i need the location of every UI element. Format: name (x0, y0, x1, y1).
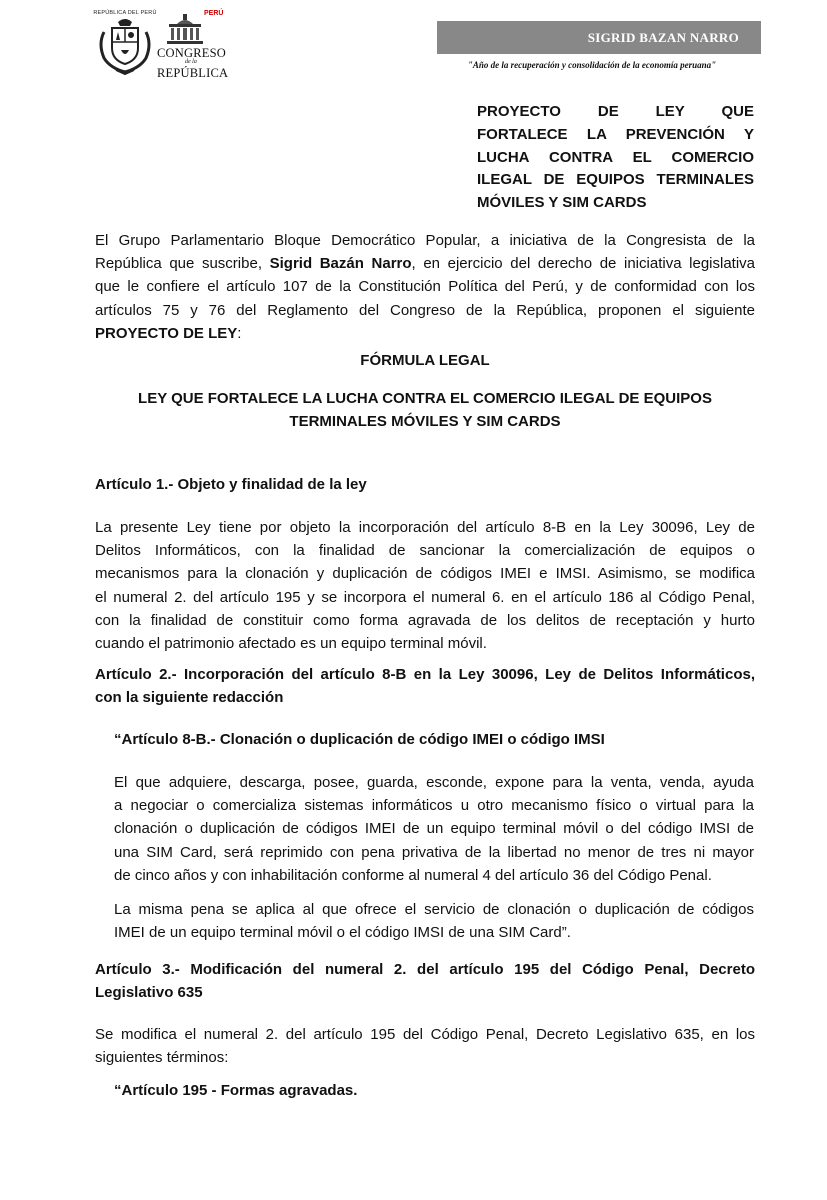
article-8b-paragraph-1 (114, 771, 754, 887)
bill-title-line: ILEGAL DE EQUIPOS TERMINALES (477, 171, 754, 189)
paragraph-line: clonación o duplicación de códigos IMEI de un equipo terminal móvil o del código IMSI de (114, 820, 754, 838)
heading-line: Legislativo 635 (95, 983, 203, 1001)
bill-title-line: LUCHA CONTRA EL COMERCIO (477, 148, 754, 166)
article-3-paragraph (95, 1023, 755, 1069)
heading-line: Artículo 3.- Modificación del numeral 2. del artículo 195 del Código Penal, Decreto (95, 961, 755, 978)
bill-title (477, 101, 754, 215)
paragraph-line: Se modifica el numeral 2. del artículo 195 del Código Penal, Decreto Legislativo 635, en los (95, 1026, 755, 1043)
article-3-heading (95, 959, 755, 1004)
author-name: SIGRID BAZAN NARRO (587, 30, 739, 45)
paragraph-line: La presente Ley tiene por objeto la incorporación del artículo 8-B en la Ley 30096, Ley de (95, 519, 755, 536)
paragraph-line: Delitos Informáticos, con la finalidad de sancionar la comercialización de equipos o (95, 542, 755, 560)
author-bold-name: Sigrid Bazán Narro (269, 255, 412, 273)
logo-peru-label: PERÚ (204, 10, 224, 17)
formula-legal-heading: FÓRMULA LEGAL (360, 352, 490, 369)
peru-coat-of-arms-icon (96, 14, 154, 76)
intro-line: que le confiere el artículo 107 de la Constitución Política del Perú, y de conformidad con los (95, 278, 755, 296)
heading-line: con la siguiente redacción (95, 688, 284, 706)
intro-line: República que suscribe, Sigrid Bazán Narro, en ejercicio del derecho de iniciativa legislativa (95, 255, 756, 273)
bill-title-line: MÓVILES Y SIM CARDS (477, 194, 647, 212)
congreso-logo (157, 8, 232, 78)
paragraph-line: a negociar o comercializa sistemas informáticos u otro mecanismo físico o virtual para la (114, 797, 754, 815)
article-8b-paragraph-2 (114, 898, 754, 944)
intro-paragraph (95, 229, 755, 345)
congress-building-icon (165, 14, 205, 46)
logo-congreso-text: CONGRESO (157, 46, 226, 60)
paragraph-line: una SIM Card, será reprimido con pena privativa de la libertad no menor de tres ni mayor (114, 843, 754, 861)
article-2-heading (95, 664, 755, 709)
paragraph-line: El que adquiere, descarga, posee, guarda, esconde, expone para la venta, venda, ayuda (114, 774, 754, 791)
emblem-caption: REPÚBLICA DEL PERÚ (93, 10, 157, 16)
year-motto: "Año de la recuperación y consolidación de la economía peruana" (467, 60, 717, 70)
paragraph-line: siguientes términos: (95, 1049, 229, 1067)
article-195-heading: “Artículo 195 - Formas agravadas. (114, 1082, 358, 1099)
logo-connector-text: de la (185, 59, 197, 65)
law-title-line: LEY QUE FORTALECE LA LUCHA CONTRA EL COMERCIO ILEGAL DE EQUIPOS (138, 390, 712, 407)
article-1-heading: Artículo 1.- Objeto y finalidad de la ley (95, 476, 367, 493)
paragraph-line: el numeral 2. del artículo 195 y se incorpora el numeral 6. en el artículo 186 al Código Penal, (95, 588, 755, 606)
article-8b-heading: “Artículo 8-B.- Clonación o duplicación de código IMEI o código IMSI (114, 731, 605, 748)
article-1-paragraph (95, 516, 755, 655)
intro-line: PROYECTO DE LEY: (95, 324, 242, 342)
bill-title-line: FORTALECE LA PREVENCIÓN Y (477, 125, 754, 143)
paragraph-line: con la finalidad de constituir como forma agravada de los delitos de receptación y hurto (95, 611, 755, 629)
intro-line: El Grupo Parlamentario Bloque Democrático Popular, a iniciativa de la Congresista de la (95, 232, 755, 249)
paragraph-line: de cinco años y con inhabilitación conforme al numeral 4 del artículo 36 del Código Penal. (114, 866, 712, 884)
heading-line: Artículo 2.- Incorporación del artículo 8-B en la Ley 30096, Ley de Delitos Informáticos, (95, 666, 755, 683)
paragraph-line: IMEI de un equipo terminal móvil o el código IMSI de una SIM Card”. (114, 924, 571, 942)
paragraph-line: La misma pena se aplica al que ofrece el servicio de clonación o duplicación de códigos (114, 901, 754, 918)
author-name-banner (437, 21, 761, 54)
intro-line: artículos 75 y 76 del Reglamento del Congreso de la República, proponen el siguiente (95, 301, 755, 319)
law-title-line: TERMINALES MÓVILES Y SIM CARDS (289, 412, 561, 430)
page-header (0, 0, 827, 100)
paragraph-line: cuando el patrimonio afectado es un equipo terminal móvil. (95, 635, 487, 653)
law-title (95, 388, 755, 433)
paragraph-line: mecanismos para la clonación y duplicación de códigos IMEI e IMSI. Asimismo, se modifica (95, 565, 755, 583)
bill-title-line: PROYECTO DE LEY QUE (477, 103, 754, 120)
logo-republica-text: REPÚBLICA (157, 66, 229, 80)
